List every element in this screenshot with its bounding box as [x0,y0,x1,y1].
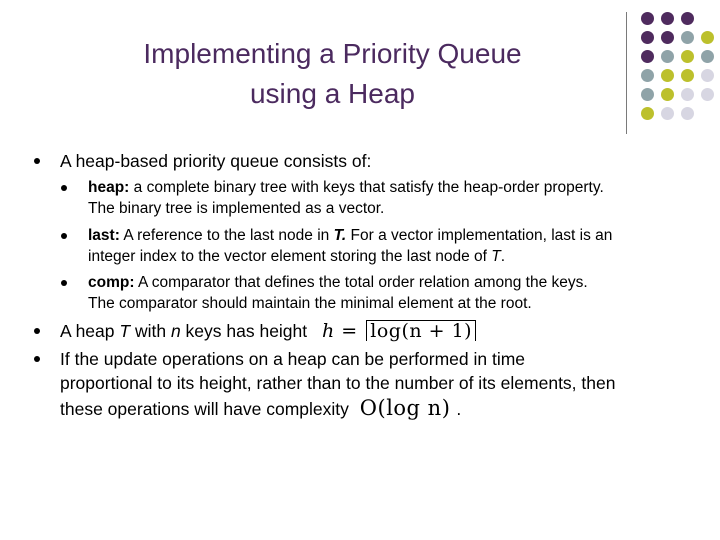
b3-period: . [456,399,462,419]
bullet-3-line-1: If the update operations on a heap can be performed in time [60,349,526,369]
formula-lhs: h = [322,320,365,342]
term-heap: heap: [88,179,130,196]
sub-bullet-comp-line-2: The comparator should maintain the minimal element at the root. [88,295,532,312]
dot-purple [661,12,674,25]
last-desc-2b: . [500,248,506,265]
dot-light [701,88,714,101]
term-last: last: [88,227,120,244]
height-formula [322,320,476,342]
bullet-marker [34,356,40,362]
var-T: T [491,248,501,265]
dot-gray [641,69,654,82]
bullet-3-line-3 [60,397,461,421]
sub-bullet-last-line-2 [88,246,505,267]
sub-bullet-heap-line-1 [88,177,604,198]
formula-inner: log(n + 1) [370,320,473,342]
dot-olive [701,31,714,44]
b2-part-b: with [130,321,171,341]
sub-bullet-marker [61,233,67,239]
sub-bullet-marker [61,280,67,286]
decorative-divider-line [626,12,627,134]
dot-light [701,69,714,82]
dot-light [681,88,694,101]
ceiling-brackets [366,320,476,341]
term-comp: comp: [88,274,135,291]
dot-olive [641,107,654,120]
title-line-1: Implementing a Priority Queue [143,38,522,69]
title-line-2: using a Heap [249,78,415,109]
dot-olive [661,88,674,101]
dot-purple [641,12,654,25]
bullet-1-text: A heap-based priority queue consists of: [60,151,372,171]
sub-bullet-comp-line-1 [88,272,588,293]
sub-bullet-last-line-1 [88,225,612,246]
last-desc-2a: integer index to the vector element storing the last node of [88,248,492,265]
sub-bullet-heap-line-2: The binary tree is implemented as a vector. [88,200,385,217]
slide-title [60,34,605,114]
dot-purple [681,12,694,25]
sub-bullet-marker [61,185,67,191]
bullet-marker [34,328,40,334]
last-desc-1a: A reference to the last node in [119,227,334,244]
dot-olive [681,69,694,82]
dot-purple [661,31,674,44]
b3-line-3-text: these operations will have complexity [60,399,349,419]
dot-purple [641,50,654,63]
dot-olive [681,50,694,63]
dot-gray [681,31,694,44]
b2-part-a: A heap [60,321,120,341]
bullet-3-line-2: proportional to its height, rather than to the number of its elements, then [60,373,616,393]
last-desc-1b: For a vector implementation, last is an [346,227,613,244]
dot-gray [661,50,674,63]
comp-desc-1: A comparator that defines the total order relation among the keys. [134,274,588,291]
b2-part-c: keys has height [180,321,308,341]
dot-purple [641,31,654,44]
dot-light [661,107,674,120]
var-T: T [119,321,131,341]
bullet-2-text [60,320,476,343]
dot-gray [641,88,654,101]
dot-gray [701,50,714,63]
var-T: T. [333,227,347,244]
dot-light [681,107,694,120]
dot-olive [661,69,674,82]
heap-desc-1: a complete binary tree with keys that satisfy the heap-order property. [129,179,604,196]
complexity-formula: O(log n) [359,396,451,420]
var-n: n [170,321,181,341]
bullet-marker [34,158,40,164]
